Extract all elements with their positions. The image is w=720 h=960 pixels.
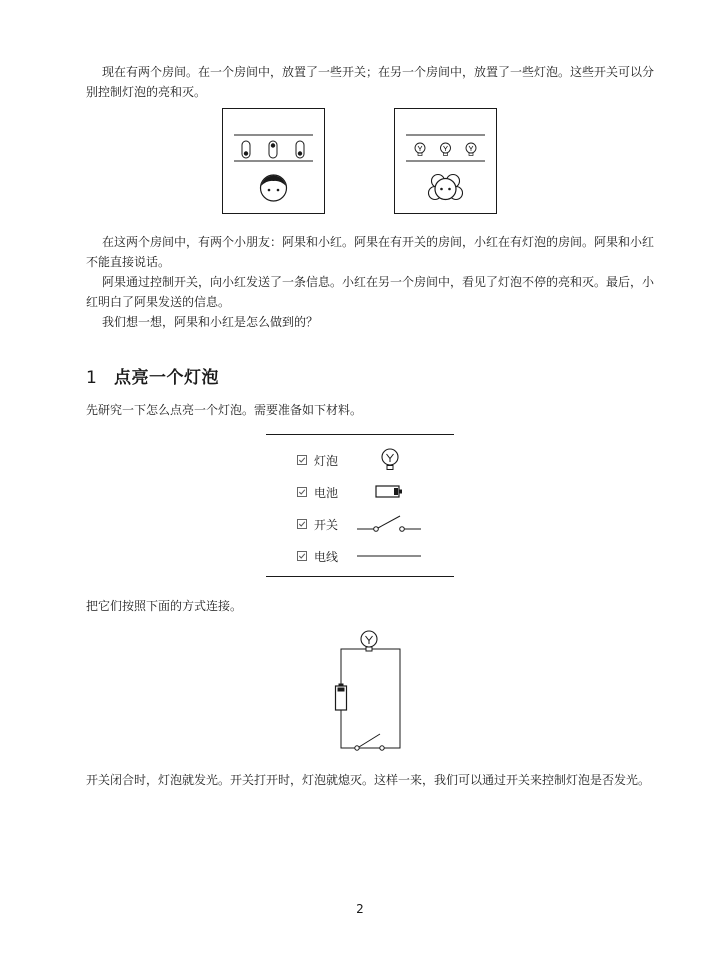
toggle-switch-icon (269, 141, 277, 158)
lightbulb-icon (466, 143, 476, 156)
circuit-diagram (328, 628, 408, 752)
material-label: 灯泡 (314, 454, 339, 468)
toggle-switch-icon (296, 141, 304, 158)
section-heading (86, 363, 219, 388)
wire-icon (356, 552, 422, 560)
material-label: 电线 (314, 550, 339, 564)
toggle-switch-icon (242, 141, 250, 158)
checkbox-icon (297, 519, 307, 529)
switch-room-drawing (222, 108, 325, 214)
bulb-room (394, 108, 497, 214)
checkbox-icon (297, 455, 307, 465)
intro-paragraph-4: 我们想一想，阿果和小红是怎么做到的？ (102, 315, 319, 329)
section-lead: 先研究一下怎么点亮一个灯泡。需要准备如下材料。 (86, 403, 363, 417)
battery-icon (336, 684, 347, 711)
lightbulb-icon (379, 447, 401, 473)
checkbox-icon (297, 487, 307, 497)
lightbulb-icon (415, 143, 425, 156)
lightbulb-icon (361, 631, 377, 651)
material-label: 开关 (314, 518, 339, 532)
bulb-room-drawing (394, 108, 497, 214)
intro-paragraph-1: 现在有两个房间。在一个房间中，放置了一些开关；在另一个房间中，放置了一些灯泡。这些开关可以分别控制灯泡的亮和灭。 (86, 65, 655, 99)
lightbulb-icon (441, 143, 451, 156)
section-number: 1 (86, 368, 98, 388)
material-label: 电池 (314, 486, 339, 500)
section-title: 点亮一个灯泡 (114, 368, 219, 388)
switch-icon (356, 512, 422, 534)
switch-room (222, 108, 325, 214)
battery-icon (375, 484, 405, 500)
checkbox-icon (297, 551, 307, 561)
boy-face-icon (261, 175, 287, 201)
conclusion-text: 开关闭合时，灯泡就发光。开关打开时，灯泡就熄灭。这样一来，我们可以通过开关来控制灯泡是否发光。 (86, 773, 651, 787)
intro-paragraph-3: 阿果通过控制开关，向小红发送了一条信息。小红在另一个房间中，看见了灯泡不停的亮和灭。最后，小红明白了阿果发送的信息。 (86, 275, 655, 309)
materials-bottom-rule (266, 576, 454, 577)
materials-top-rule (266, 434, 454, 435)
page-number: 2 (356, 902, 364, 916)
girl-face-icon (429, 175, 463, 200)
intro-paragraph-2: 在这两个房间中，有两个小朋友：阿果和小红。阿果在有开关的房间，小红在有灯泡的房间。阿果和小红不能直接说话。 (86, 235, 655, 269)
connect-text: 把它们按照下面的方式连接。 (86, 599, 243, 613)
